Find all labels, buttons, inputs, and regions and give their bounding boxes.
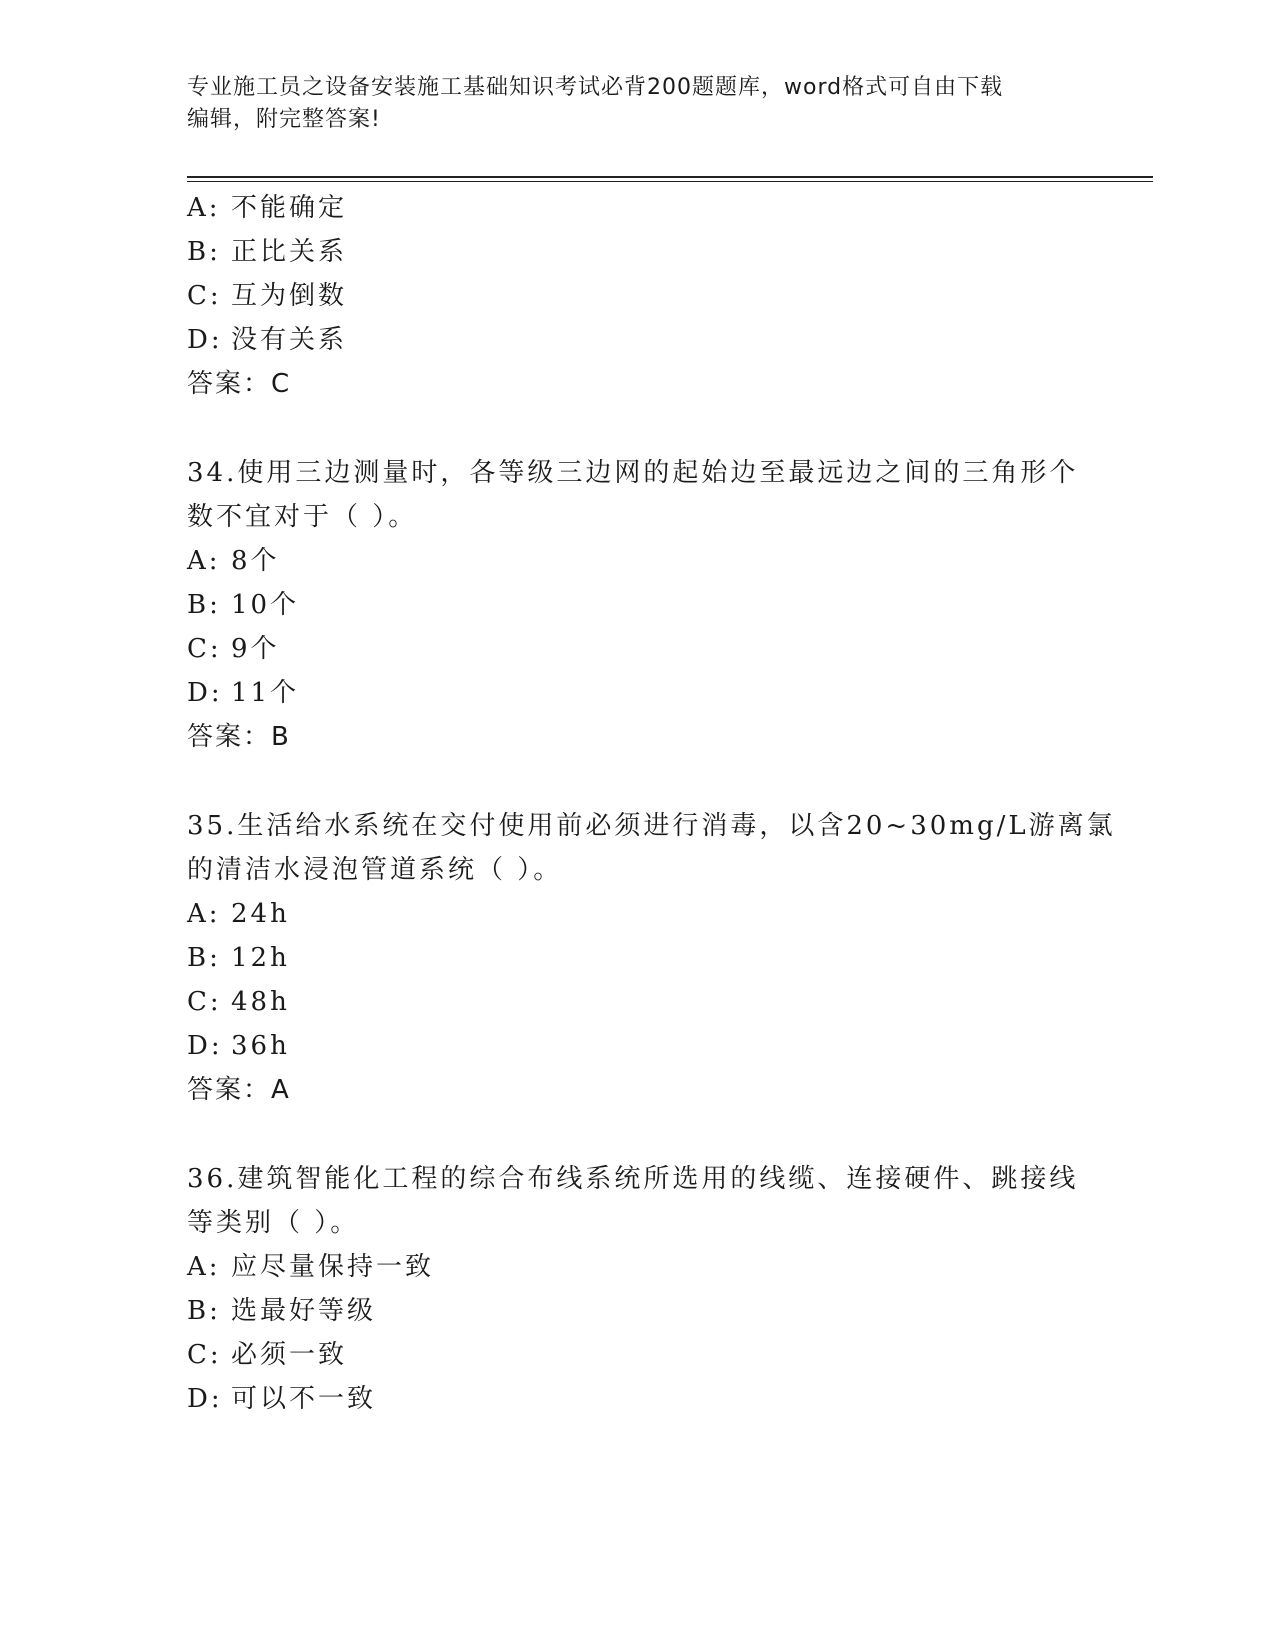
q36-stem-line-1: 36.建筑智能化工程的综合布线系统所选用的线缆、连接硬件、跳接线 bbox=[187, 1164, 1079, 1194]
option-text: 应尽量保持一致 bbox=[231, 1252, 435, 1282]
option-label: A: bbox=[187, 546, 221, 576]
q33-answer: 答案：C bbox=[187, 369, 292, 399]
q33-option-a bbox=[187, 192, 347, 224]
option-label: C: bbox=[187, 1340, 222, 1370]
option-text: 互为倒数 bbox=[231, 281, 348, 311]
q36-option-b bbox=[187, 1295, 376, 1327]
option-label: A: bbox=[187, 899, 221, 929]
q35-option-a bbox=[187, 898, 290, 930]
option-label: A: bbox=[187, 1252, 221, 1282]
q36-option-a bbox=[187, 1251, 434, 1283]
q34-stem-line-2: 数不宜对于（ ）。 bbox=[187, 502, 418, 532]
page-header bbox=[187, 72, 1067, 136]
q36-stem-line-2: 等类别（ ）。 bbox=[187, 1208, 360, 1238]
option-label: B: bbox=[187, 943, 221, 973]
option-label: B: bbox=[187, 590, 221, 620]
q34-option-c bbox=[187, 633, 280, 665]
option-label: A: bbox=[187, 193, 221, 223]
option-label: D: bbox=[187, 678, 223, 708]
option-text: 选最好等级 bbox=[231, 1296, 377, 1326]
option-label: D: bbox=[187, 325, 223, 355]
option-text: 48h bbox=[231, 987, 290, 1017]
option-label: C: bbox=[187, 634, 222, 664]
q34-stem-line-1: 34.使用三边测量时，各等级三边网的起始边至最远边之间的三角形个 bbox=[187, 458, 1079, 488]
q33-option-b bbox=[187, 236, 347, 268]
header-line-1: 专业施工员之设备安装施工基础知识考试必背200题题库，word格式可自由下载 bbox=[187, 75, 1004, 100]
q34-answer: 答案：B bbox=[187, 722, 291, 752]
option-label: D: bbox=[187, 1031, 223, 1061]
header-rule-thick bbox=[187, 176, 1153, 178]
option-text: 9个 bbox=[231, 634, 280, 664]
option-text: 必须一致 bbox=[231, 1340, 348, 1370]
header-line-2: 编辑，附完整答案! bbox=[187, 107, 381, 132]
header-rule-thin bbox=[187, 181, 1153, 182]
option-label: B: bbox=[187, 237, 221, 267]
option-label: C: bbox=[187, 987, 222, 1017]
option-text: 12h bbox=[231, 943, 290, 973]
q36-option-d bbox=[187, 1383, 376, 1415]
q35-option-d bbox=[187, 1030, 290, 1062]
option-text: 36h bbox=[231, 1031, 290, 1061]
q33-option-c bbox=[187, 280, 347, 312]
option-text: 11个 bbox=[231, 678, 300, 708]
option-text: 正比关系 bbox=[231, 237, 348, 267]
option-label: D: bbox=[187, 1384, 223, 1414]
option-text: 可以不一致 bbox=[231, 1384, 377, 1414]
q34-option-b bbox=[187, 589, 299, 621]
q35-option-b bbox=[187, 942, 290, 974]
q36-option-c bbox=[187, 1339, 347, 1371]
option-text: 24h bbox=[231, 899, 290, 929]
q34-option-d bbox=[187, 677, 299, 709]
q35-stem-line-2: 的清洁水浸泡管道系统（ ）。 bbox=[187, 855, 563, 885]
option-text: 没有关系 bbox=[231, 325, 348, 355]
option-label: B: bbox=[187, 1296, 221, 1326]
option-text: 不能确定 bbox=[231, 193, 348, 223]
q35-stem-line-1: 35.生活给水系统在交付使用前必须进行消毒，以含20~30mg/L游离氯 bbox=[187, 811, 1116, 841]
q35-answer: 答案：A bbox=[187, 1075, 291, 1105]
q35-option-c bbox=[187, 986, 290, 1018]
q34-option-a bbox=[187, 545, 280, 577]
option-text: 8个 bbox=[231, 546, 280, 576]
q33-option-d bbox=[187, 324, 347, 356]
option-label: C: bbox=[187, 281, 222, 311]
option-text: 10个 bbox=[231, 590, 300, 620]
